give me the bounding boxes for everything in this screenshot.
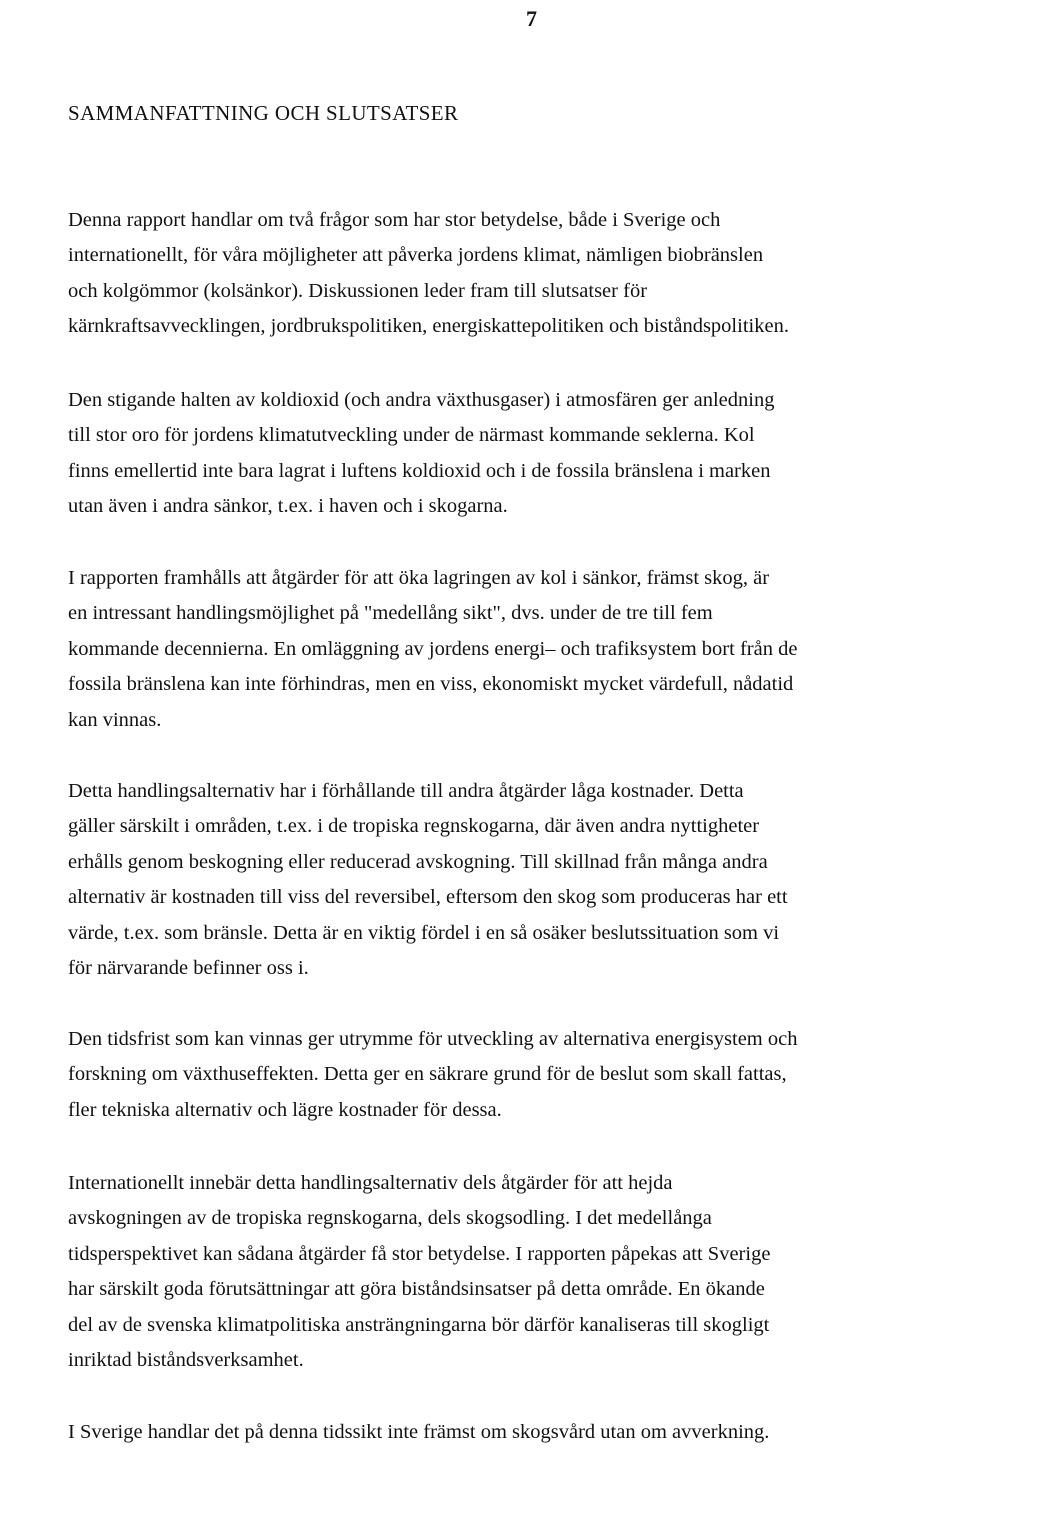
- paragraph: [68, 774, 788, 986]
- text-line: Denna rapport handlar om två frågor som har stor betydelse, både i Sverige och: [68, 209, 721, 231]
- text-line: kärnkraftsavvecklingen, jordbrukspolitiken, energiskattepolitiken och biståndspolitiken.: [68, 315, 789, 338]
- text-line: finns emellertid inte bara lagrat i luftens koldioxid och i de fossila bränslena i marken: [68, 459, 771, 482]
- text-line: och kolgömmor (kolsänkor). Diskussionen leder fram till slutsatser för: [68, 279, 648, 302]
- section-heading: SAMMANFATTNING OCH SLUTSATSER: [68, 101, 459, 125]
- text-line: alternativ är kostnaden till viss del reversibel, eftersom den skog som produceras har ett: [68, 886, 788, 909]
- text-line: gäller särskilt i områden, t.ex. i de tropiska regnskogarna, där även andra nyttigheter: [68, 815, 760, 838]
- text-line: tidsperspektivet kan sådana åtgärder få stor betydelse. I rapporten påpekas att Sverige: [68, 1242, 771, 1265]
- text-line: Internationellt innebär detta handlingsalternativ dels åtgärder för att hejda: [68, 1172, 673, 1194]
- text-line: för närvarande befinner oss i.: [68, 957, 309, 980]
- paragraph: [68, 1166, 770, 1378]
- text-line: en intressant handlingsmöjlighet på "medellång sikt", dvs. under de tre till fem: [68, 602, 713, 625]
- paragraph: [68, 383, 774, 525]
- text-line: I Sverige handlar det på denna tidssikt inte främst om skogsvård utan om avverkning.: [68, 1421, 770, 1443]
- text-line: I rapporten framhålls att åtgärder för att öka lagringen av kol i sänkor, främst skog, är: [68, 567, 770, 589]
- text-line: forskning om växthuseffekten. Detta ger en säkrare grund för de beslut som skall fattas,: [68, 1063, 787, 1086]
- paragraph: [68, 1415, 769, 1450]
- text-line: Den stigande halten av koldioxid (och andra växthusgaser) i atmosfären ger anledning: [68, 389, 775, 411]
- text-line: fler tekniska alternativ och lägre kostnader för dessa.: [68, 1098, 502, 1121]
- text-line: del av de svenska klimatpolitiska ansträngningarna bör därför kanaliseras till skogligt: [68, 1313, 770, 1336]
- text-line: erhålls genom beskogning eller reducerad avskogning. Till skillnad från många andra: [68, 850, 768, 873]
- page-number: 7: [526, 6, 537, 31]
- text-line: Detta handlingsalternativ har i förhållande till andra åtgärder låga kostnader. Detta: [68, 780, 744, 802]
- text-line: värde, t.ex. som bränsle. Detta är en viktig fördel i en så osäker beslutssituation som vi: [68, 921, 780, 944]
- text-line: har särskilt goda förutsättningar att göra biståndsinsatser på detta område. En ökande: [68, 1278, 765, 1301]
- paragraph: [68, 561, 797, 738]
- text-line: utan även i andra sänkor, t.ex. i haven och i skogarna.: [68, 495, 508, 518]
- text-line: inriktad biståndsverksamhet.: [68, 1349, 304, 1372]
- text-line: Den tidsfrist som kan vinnas ger utrymme för utveckling av alternativa energisystem och: [68, 1028, 798, 1050]
- text-line: kan vinnas.: [68, 708, 162, 731]
- text-line: internationellt, för våra möjligheter att påverka jordens klimat, nämligen biobränslen: [68, 244, 764, 267]
- paragraph: [68, 1022, 797, 1128]
- text-line: kommande decennierna. En omläggning av jordens energi– och trafiksystem bort från de: [68, 637, 798, 660]
- text-line: till stor oro för jordens klimatutveckling under de närmast kommande seklerna. Kol: [68, 424, 755, 447]
- paragraph: [68, 203, 789, 345]
- text-line: avskogningen av de tropiska regnskogarna, dels skogsodling. I det medellånga: [68, 1207, 712, 1230]
- text-line: fossila bränslena kan inte förhindras, men en viss, ekonomiskt mycket värdefull, nådatid: [68, 673, 794, 696]
